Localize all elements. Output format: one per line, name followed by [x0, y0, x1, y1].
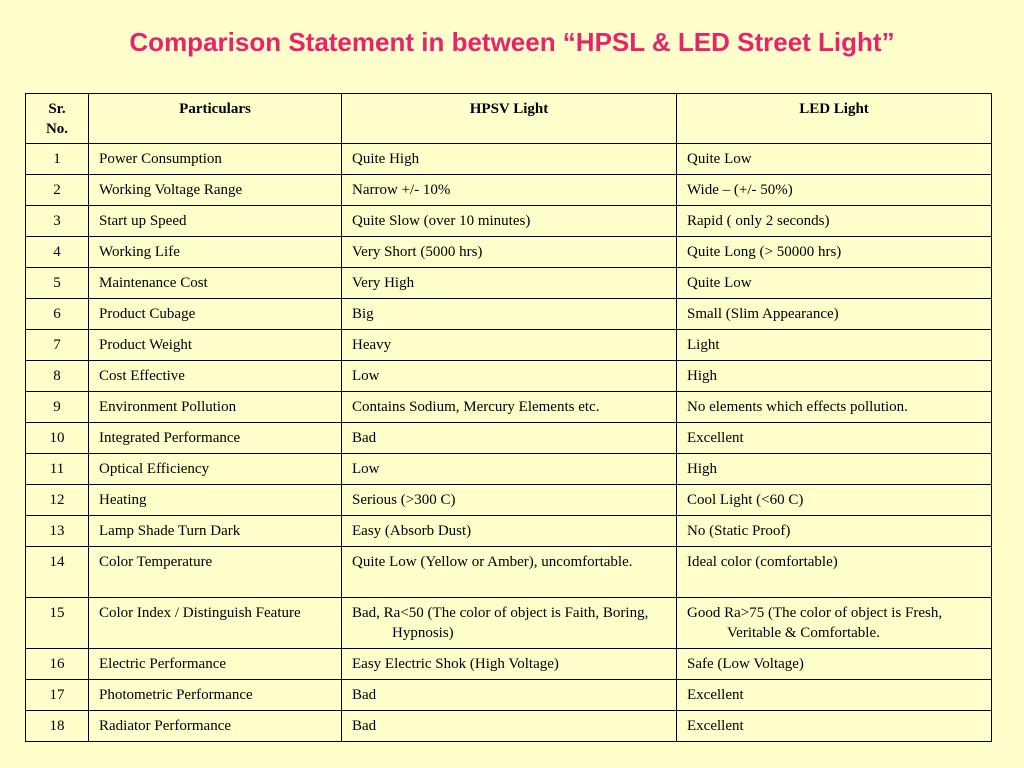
cell-particular: Color Temperature — [89, 547, 342, 598]
cell-hpsv-text: Bad, Ra<50 (The color of object is Faith, Boring, Hypnosis) — [352, 605, 649, 641]
cell-particular: Product Cubage — [89, 299, 342, 330]
table-row — [26, 175, 992, 206]
cell-sr-no: 4 — [26, 237, 89, 268]
cell-led: No elements which effects pollution. — [677, 392, 992, 423]
cell-particular: Color Index / Distinguish Feature — [89, 598, 342, 649]
cell-particular: Product Weight — [89, 330, 342, 361]
cell-particular: Heating — [89, 485, 342, 516]
table-body — [26, 144, 992, 742]
comparison-table — [25, 93, 992, 742]
cell-particular: Power Consumption — [89, 144, 342, 175]
cell-sr-no: 11 — [26, 454, 89, 485]
cell-sr-no: 16 — [26, 649, 89, 680]
cell-particular: Electric Performance — [89, 649, 342, 680]
cell-hpsv: Low — [342, 454, 677, 485]
cell-led: Excellent — [677, 680, 992, 711]
page-title: Comparison Statement in between “HPSL & LED Street Light” — [129, 27, 895, 57]
cell-sr-no: 13 — [26, 516, 89, 547]
cell-led: Excellent — [677, 423, 992, 454]
table-row — [26, 547, 992, 598]
table-row — [26, 330, 992, 361]
cell-sr-no: 1 — [26, 144, 89, 175]
cell-led: Small (Slim Appearance) — [677, 299, 992, 330]
table-row — [26, 516, 992, 547]
header-hpsv-light: HPSV Light — [342, 94, 677, 144]
cell-sr-no: 15 — [26, 598, 89, 649]
table-row — [26, 237, 992, 268]
cell-hpsv — [342, 547, 677, 598]
cell-sr-no: 18 — [26, 711, 89, 742]
cell-sr-no: 6 — [26, 299, 89, 330]
cell-hpsv: Bad — [342, 680, 677, 711]
table-row — [26, 144, 992, 175]
table-row — [26, 598, 992, 649]
cell-hpsv — [342, 598, 677, 649]
cell-particular: Integrated Performance — [89, 423, 342, 454]
header-sr-no: Sr. No. — [26, 94, 89, 144]
cell-led: Quite Low — [677, 268, 992, 299]
cell-sr-no: 10 — [26, 423, 89, 454]
header-row — [26, 94, 992, 144]
cell-led-text: Good Ra>75 (The color of object is Fresh, Veritable & Comfortable. — [687, 605, 943, 641]
cell-led: Quite Long (> 50000 hrs) — [677, 237, 992, 268]
cell-led: No (Static Proof) — [677, 516, 992, 547]
cell-particular: Photometric Performance — [89, 680, 342, 711]
header-particulars: Particulars — [89, 94, 342, 144]
cell-hpsv: Big — [342, 299, 677, 330]
cell-hpsv-text: Quite Low (Yellow or Amber), uncomfortable. — [352, 554, 633, 570]
cell-hpsv: Contains Sodium, Mercury Elements etc. — [342, 392, 677, 423]
cell-sr-no: 9 — [26, 392, 89, 423]
cell-hpsv: Bad — [342, 423, 677, 454]
table-row — [26, 268, 992, 299]
cell-hpsv: Bad — [342, 711, 677, 742]
cell-sr-no: 14 — [26, 547, 89, 598]
cell-led: High — [677, 361, 992, 392]
table-row — [26, 423, 992, 454]
table-row — [26, 299, 992, 330]
cell-led: Cool Light (<60 C) — [677, 485, 992, 516]
cell-sr-no: 8 — [26, 361, 89, 392]
table-row — [26, 361, 992, 392]
cell-hpsv: Serious (>300 C) — [342, 485, 677, 516]
cell-particular: Start up Speed — [89, 206, 342, 237]
cell-particular: Maintenance Cost — [89, 268, 342, 299]
table-row — [26, 680, 992, 711]
cell-hpsv: Quite High — [342, 144, 677, 175]
cell-led: High — [677, 454, 992, 485]
cell-particular: Working Voltage Range — [89, 175, 342, 206]
cell-led: Excellent — [677, 711, 992, 742]
cell-particular: Environment Pollution — [89, 392, 342, 423]
table-row — [26, 392, 992, 423]
cell-particular: Radiator Performance — [89, 711, 342, 742]
cell-led: Safe (Low Voltage) — [677, 649, 992, 680]
cell-hpsv: Easy (Absorb Dust) — [342, 516, 677, 547]
cell-led: Wide – (+/- 50%) — [677, 175, 992, 206]
cell-hpsv: Easy Electric Shok (High Voltage) — [342, 649, 677, 680]
cell-sr-no: 2 — [26, 175, 89, 206]
cell-sr-no: 5 — [26, 268, 89, 299]
cell-particular: Cost Effective — [89, 361, 342, 392]
cell-sr-no: 3 — [26, 206, 89, 237]
cell-sr-no: 12 — [26, 485, 89, 516]
table-row — [26, 206, 992, 237]
table-row — [26, 649, 992, 680]
cell-hpsv: Quite Slow (over 10 minutes) — [342, 206, 677, 237]
cell-particular: Working Life — [89, 237, 342, 268]
cell-sr-no: 7 — [26, 330, 89, 361]
cell-hpsv: Very Short (5000 hrs) — [342, 237, 677, 268]
table-row — [26, 485, 992, 516]
cell-led: Rapid ( only 2 seconds) — [677, 206, 992, 237]
cell-particular: Optical Efficiency — [89, 454, 342, 485]
header-led-light: LED Light — [677, 94, 992, 144]
cell-hpsv: Heavy — [342, 330, 677, 361]
cell-hpsv: Very High — [342, 268, 677, 299]
cell-led: Ideal color (comfortable) — [677, 547, 992, 598]
table-row — [26, 454, 992, 485]
cell-led: Quite Low — [677, 144, 992, 175]
table-row — [26, 711, 992, 742]
cell-sr-no: 17 — [26, 680, 89, 711]
cell-hpsv: Low — [342, 361, 677, 392]
cell-particular: Lamp Shade Turn Dark — [89, 516, 342, 547]
cell-led — [677, 598, 992, 649]
cell-led: Light — [677, 330, 992, 361]
cell-hpsv: Narrow +/- 10% — [342, 175, 677, 206]
